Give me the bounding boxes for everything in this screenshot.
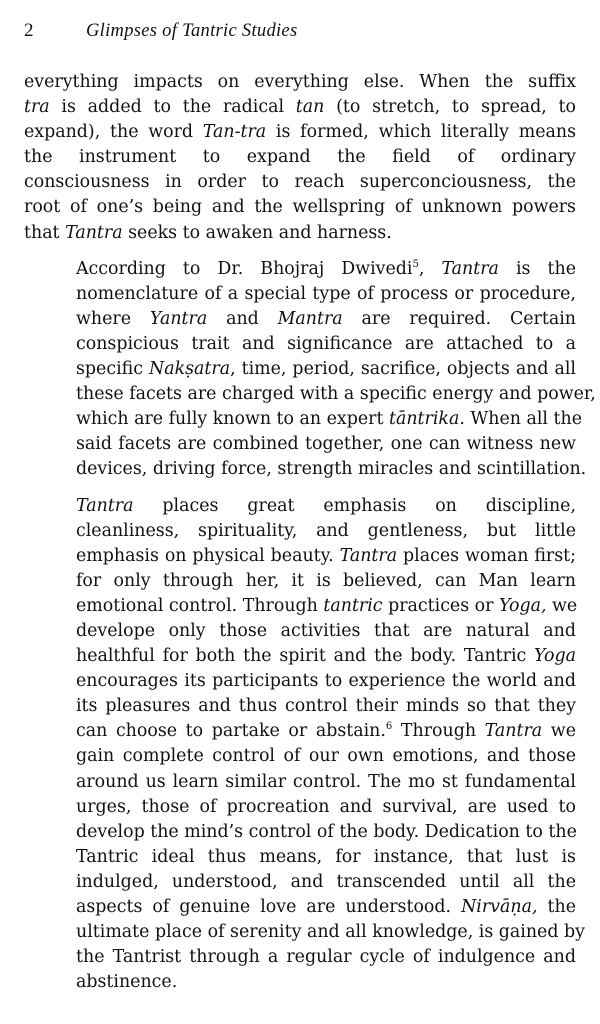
text-run: Through (392, 721, 485, 742)
italic-term: Tan-tra (202, 122, 267, 143)
text-line (24, 357, 576, 382)
text-run: are required. Certain (342, 308, 576, 329)
italic-term: Mantra (277, 308, 343, 329)
text-line (24, 870, 576, 895)
text-run: expand), the word (24, 122, 203, 143)
text-line (24, 195, 576, 220)
text-line (24, 332, 576, 357)
text-line (24, 70, 576, 95)
text-run: the Tantrist through a regular cycle of indulgence and (76, 947, 576, 968)
text-line (24, 282, 576, 307)
text-run: urges, those of procreation and survival, are used to (76, 796, 576, 817)
text-line (24, 644, 576, 669)
text-run: these facets are charged with a specific energy and power, (76, 384, 596, 405)
footnote-ref: 6 (385, 721, 393, 733)
text-run: for only through her, it is believed, can Man learn (76, 570, 576, 591)
text-run: is the (498, 258, 576, 279)
text-run: is formed, which literally means (266, 122, 576, 143)
text-run: cleanliness, spirituality, and gentleness, but little (76, 520, 576, 541)
text-run: abstinence. (76, 972, 178, 993)
text-line (24, 457, 587, 482)
body-text (24, 70, 596, 995)
text-line (24, 820, 576, 845)
text-run: said facets are combined together, one can witness new (76, 434, 576, 455)
text-line (24, 594, 576, 619)
text-line (24, 257, 576, 282)
text-line (24, 382, 596, 407)
text-run: places great emphasis on discipline, (133, 495, 576, 516)
text-run: practices or (382, 595, 499, 616)
text-line (24, 719, 576, 744)
italic-term: Nakṣatra (148, 359, 231, 380)
text-run: we (546, 595, 578, 616)
italic-term: tra (24, 97, 50, 118)
text-line (24, 744, 576, 769)
text-run: devices, driving force, strength miracles and scintillation. (76, 459, 587, 480)
page-number: 2 (24, 20, 34, 41)
text-line (24, 221, 576, 246)
text-run: where (76, 308, 150, 329)
text-line (24, 544, 576, 569)
text-run: seeks to awaken and harness. (122, 222, 392, 243)
italic-term: tāntrika. (389, 409, 465, 430)
text-line (24, 307, 576, 332)
text-run: ultimate place of serenity and all knowledge, is gained by (76, 922, 585, 943)
italic-term: Nirvāṇa, (461, 897, 538, 917)
text-run: encourages its participants to experience the world and (76, 671, 576, 692)
text-run: (to stretch, to spread, to (324, 97, 577, 118)
italic-term: Yoga (534, 646, 576, 667)
italic-term: tan (295, 97, 325, 118)
text-run: which are fully known to an expert (76, 409, 389, 430)
text-run: around us learn similar control. The mo st fundamental (76, 771, 576, 792)
text-run: Tantric ideal thus means, for instance, that lust is (76, 846, 576, 867)
text-run: its pleasures and thus control their minds so that they (76, 696, 576, 717)
text-line (24, 120, 576, 145)
paragraph-1 (24, 70, 576, 246)
text-line (24, 920, 585, 945)
text-run: can choose to partake or abstain. (76, 721, 386, 742)
italic-term: Tantra (484, 721, 543, 742)
italic-term: Tantra (339, 545, 398, 566)
text-run: healthful for both the spirit and the body. Tantric (76, 646, 535, 667)
text-line (24, 170, 576, 195)
text-run: consciousness in order to reach superconciousness, the (24, 172, 576, 193)
paragraph-2 (24, 257, 596, 483)
text-run: aspects of genuine love are understood. (76, 897, 462, 917)
text-run: , time, period, sacrifice, objects and all (230, 359, 576, 380)
text-run: the (537, 897, 576, 917)
text-run: conspicious trait and significance are attached to a (76, 333, 576, 354)
text-run: gain complete control of our own emotions, and those (76, 746, 576, 767)
text-line (24, 669, 576, 694)
text-line (24, 770, 576, 795)
text-run: emotional control. Through (76, 595, 324, 616)
text-run: emphasis on physical beauty. (76, 545, 340, 566)
running-header (24, 20, 576, 48)
text-line (24, 407, 582, 432)
running-title: Glimpses of Tantric Studies (86, 21, 298, 41)
text-line (24, 519, 576, 544)
text-run: nomenclature of a special type of process or procedure, (76, 283, 576, 304)
text-line (24, 970, 576, 995)
text-line (24, 845, 576, 870)
text-line (24, 619, 576, 644)
text-line (24, 569, 576, 594)
text-run: and (207, 308, 278, 329)
italic-term: Yoga, (499, 595, 547, 616)
text-run: everything impacts on everything else. When the suffix (24, 72, 576, 92)
text-run: develop the mind’s control of the body. Dedication to the (76, 821, 577, 842)
text-run: is added to the radical (49, 97, 296, 118)
italic-term: tantric (323, 595, 383, 616)
text-run: that (24, 222, 66, 243)
text-line (24, 694, 576, 719)
footnote-ref: 5 (412, 258, 419, 270)
text-run: we (542, 721, 576, 742)
text-run: specific (76, 359, 149, 380)
text-line (24, 494, 576, 519)
paragraph-3 (24, 494, 585, 996)
text-run: develope only those activities that are natural and (76, 620, 576, 641)
italic-term: Tantra (65, 222, 123, 243)
text-run: the instrument to expand the field of ordinary (24, 147, 576, 168)
text-line (24, 795, 576, 820)
italic-term: Tantra (76, 495, 134, 516)
text-run: When all the (464, 409, 582, 430)
text-run: root of one’s being and the wellspring of unknown powers (24, 197, 576, 218)
italic-term: Yantra (149, 308, 208, 329)
text-run: According to Dr. Bhojraj Dwivedi (76, 258, 413, 279)
text-line (24, 145, 576, 170)
text-run: , (418, 258, 442, 279)
text-line (24, 945, 576, 970)
text-run: places woman first; (397, 545, 577, 566)
text-line (24, 432, 576, 457)
text-line (24, 95, 576, 120)
text-run: indulged, understood, and transcended until all the (76, 871, 576, 892)
text-line (24, 895, 576, 920)
italic-term: Tantra (441, 258, 499, 279)
